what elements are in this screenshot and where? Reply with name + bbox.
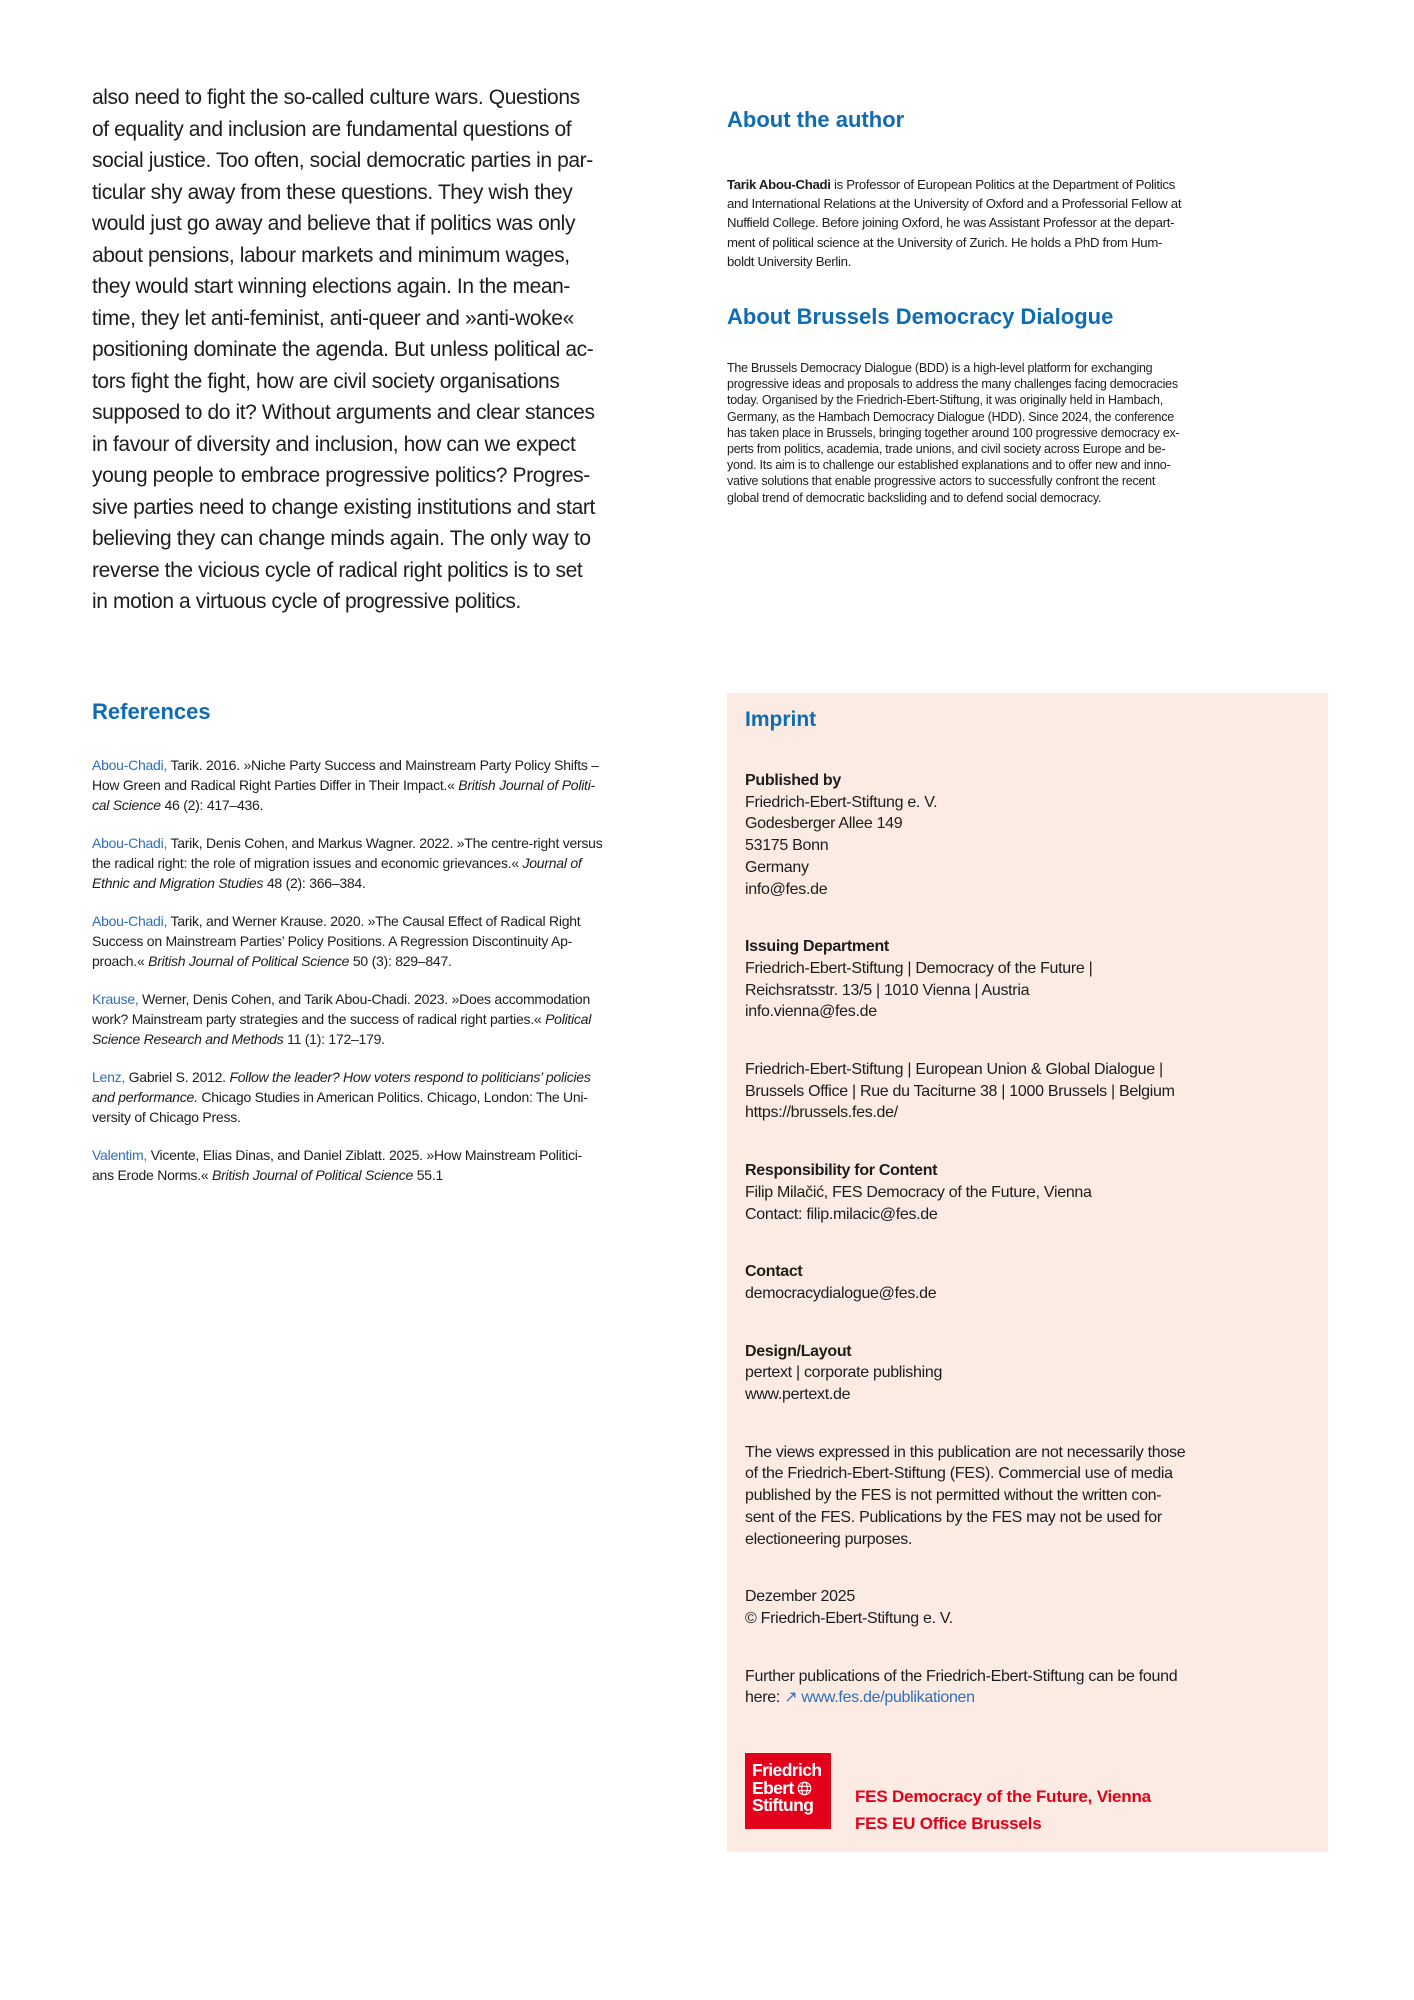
logo-text-line: Stiftung (752, 1795, 814, 1816)
text-seg: Political (545, 1011, 592, 1027)
text-line (92, 833, 654, 853)
about-bdd-paragraph (727, 360, 1247, 506)
text-seg: in favour of diversity and inclusion, how can we expect (92, 432, 576, 456)
text-seg: Contact: filip.milacic@fes.de (745, 1205, 938, 1223)
text-seg: reverse the vicious cycle of radical right politics is to set (92, 558, 583, 582)
text-seg: sive parties need to change existing institutions and start (92, 495, 595, 519)
text-line (745, 1687, 1298, 1709)
globe-icon (797, 1781, 812, 1796)
text-line (745, 958, 1298, 980)
imprint-block-label: Design/Layout (745, 1342, 852, 1360)
text-line (727, 213, 1247, 232)
text-seg: Friedrich-Ebert-Stiftung e. V. (745, 793, 938, 811)
text-seg: sent of the FES. Publications by the FES may not be used for (745, 1508, 1162, 1526)
text-line (745, 1283, 1298, 1305)
reference-entry (92, 1067, 654, 1127)
logo-text-line: Friedrich (752, 1760, 822, 1781)
text-seg: vative solutions that enable progressive actors to successfully confront the recent (727, 474, 1156, 489)
text-line (92, 555, 652, 587)
text-seg: Science Research and Methods (92, 1031, 284, 1047)
text-line (92, 366, 652, 398)
imprint-block (745, 1261, 1298, 1304)
text-seg: is Professor of European Politics at the Department of Politics (830, 177, 1175, 192)
text-seg: progressive ideas and proposals to address the many challenges facing democracies (727, 377, 1178, 392)
imprint-heading: Imprint (745, 708, 817, 731)
text-line (92, 460, 652, 492)
link[interactable]: Lenz, (92, 1069, 125, 1085)
text-seg: Friedrich-Ebert-Stiftung | European Union & Global Dialogue | (745, 1061, 1163, 1079)
text-seg: Follow the leader? How voters respond to politicians’ policies (229, 1069, 591, 1085)
text-line (745, 980, 1298, 1002)
reference-entry (92, 755, 654, 815)
text-line (745, 1485, 1298, 1507)
text-seg: the radical right: the role of migration issues and economic grievances.« (92, 855, 523, 871)
text-line (92, 931, 654, 951)
text-seg: British Journal of Political Science (212, 1167, 414, 1183)
about-author-section (727, 106, 1247, 271)
text-line (727, 490, 1247, 506)
text-line (745, 1059, 1298, 1081)
about-bdd-heading: About Brussels Democracy Dialogue (727, 304, 1114, 329)
fes-offices (831, 1753, 1151, 1837)
reference-entry (92, 833, 654, 893)
text-line (92, 1009, 654, 1029)
text-line (92, 911, 654, 931)
text-seg: 55.1 (413, 1167, 443, 1183)
text-seg: Brussels Office | Rue du Taciturne 38 | 1000 Brussels | Belgium (745, 1082, 1175, 1100)
text-seg: global trend of democratic backsliding and to defend social democracy. (727, 490, 1102, 505)
text-line (727, 194, 1247, 213)
text-seg: ment of political science at the University of Zurich. He holds a PhD from Hum- (727, 234, 1163, 250)
reference-entry (92, 911, 654, 971)
text-seg: Vicente, Elias Dinas, and Daniel Ziblatt. 2025. »How Mainstream Politici- (147, 1147, 582, 1163)
text-seg: Dezember 2025 (745, 1588, 855, 1606)
text-seg: Journal of (522, 855, 582, 871)
link[interactable]: Valentim, (92, 1147, 148, 1163)
link[interactable]: Abou-Chadi, (92, 835, 168, 851)
text-seg: Gabriel S. 2012. (125, 1069, 230, 1085)
text-seg: Chicago Studies in American Politics. Chicago, London: The Uni- (197, 1089, 588, 1105)
text-line (727, 425, 1247, 441)
text-seg: of equality and inclusion are fundamental questions of (92, 117, 572, 141)
text-seg: about pensions, labour markets and minimum wages, (92, 243, 570, 267)
text-seg: proach.« (92, 953, 149, 969)
text-seg: Nuffield College. Before joining Oxford, he was Assistant Professor at the depart- (727, 215, 1175, 231)
text-line (727, 392, 1247, 408)
text-seg: would just go away and believe that if politics was only (92, 212, 576, 235)
text-seg: tors fight the fight, how are civil society organisations (92, 369, 560, 393)
text-line (745, 1463, 1298, 1485)
text-line (92, 240, 652, 272)
text-line (745, 1001, 1298, 1023)
text-line (727, 409, 1247, 425)
text-seg: boldt University Berlin. (727, 253, 851, 269)
text-line (92, 82, 652, 114)
text-seg: info@fes.de (745, 880, 828, 898)
text-seg: Tarik, Denis Cohen, and Markus Wagner. 2022. »The centre-right versus (167, 835, 603, 851)
text-line (92, 775, 654, 795)
text-line (745, 1182, 1298, 1204)
text-seg: info.vienna@fes.de (745, 1003, 877, 1021)
imprint-block (745, 1442, 1298, 1551)
text-line (92, 951, 654, 971)
text-seg: and performance. (92, 1089, 198, 1105)
references-section (92, 698, 654, 1203)
text-line (92, 1145, 654, 1165)
text-line (92, 334, 652, 366)
text-line (745, 879, 1298, 901)
text-line (92, 271, 652, 303)
text-seg: yond. Its aim is to challenge our established explanations and to offer new and inno- (727, 458, 1171, 473)
text-line (727, 376, 1247, 392)
imprint-box (727, 693, 1328, 1852)
text-line (92, 795, 654, 815)
text-seg: versity of Chicago Press. (92, 1109, 241, 1125)
text-line (92, 208, 652, 240)
reference-entry (92, 1145, 654, 1185)
references-heading: References (92, 699, 211, 724)
text-line (92, 1107, 654, 1127)
imprint-block (745, 1586, 1298, 1629)
text-seg: 11 (1): 172–179. (283, 1031, 385, 1047)
text-line (92, 1165, 654, 1185)
imprint-block (745, 1341, 1298, 1406)
text-seg: time, they let anti-feminist, anti-queer and »anti-woke« (92, 306, 574, 330)
text-seg: pertext | corporate publishing (745, 1364, 943, 1382)
text-seg: https://brussels.fes.de/ (745, 1104, 898, 1122)
text-seg: Ethnic and Migration Studies (92, 875, 264, 891)
text-seg: 48 (2): 366–384. (263, 875, 366, 891)
text-line (92, 429, 652, 461)
imprint-block-label: Contact (745, 1263, 803, 1281)
text-line (745, 1586, 1298, 1608)
text-seg: believing they can change minds again. The only way to (92, 527, 591, 550)
text-seg: and International Relations at the University of Oxford and a Professorial Fellow at (727, 196, 1182, 212)
text-line (745, 813, 1298, 835)
text-seg: ticular shy away from these questions. They wish they (92, 180, 573, 204)
logo-text-line: Ebert (752, 1777, 794, 1798)
text-line (92, 853, 654, 873)
text-seg: Tarik. 2016. »Niche Party Success and Mainstream Party Policy Shifts – (167, 757, 599, 773)
text-seg: The Brussels Democracy Dialogue (BDD) is a high-level platform for exchanging (727, 361, 1153, 375)
text-line (727, 457, 1247, 473)
text-line (92, 114, 652, 146)
text-seg: Success on Mainstream Parties’ Policy Positions. A Regression Discontinuity Ap- (92, 933, 573, 949)
text-seg: Germany (745, 858, 809, 876)
text-seg: here: (745, 1689, 785, 1707)
text-line (727, 441, 1247, 457)
imprint-block (745, 936, 1298, 1023)
about-author-paragraph (727, 175, 1247, 271)
fes-logo (745, 1753, 831, 1829)
about-bdd-section (727, 303, 1247, 506)
fes-office-line: FES EU Office Brussels (855, 1814, 1042, 1834)
text-line (745, 1529, 1298, 1551)
text-line (92, 873, 654, 893)
link[interactable]: Abou-Chadi, (92, 913, 168, 929)
imprint-block-label: Published by (745, 772, 841, 789)
text-seg: has taken place in Brussels, bringing together around 100 progressive democracy ex- (727, 425, 1180, 440)
text-line (745, 1507, 1298, 1529)
text-seg: 53175 Bonn (745, 837, 829, 855)
text-seg: Tarik, and Werner Krause. 2020. »The Causal Effect of Radical Right (167, 913, 581, 929)
text-line (745, 1204, 1298, 1226)
text-line (745, 1442, 1298, 1464)
text-seg: work? Mainstream party strategies and the success of radical right parties.« (92, 1011, 546, 1027)
text-seg: 46 (2): 417–436. (160, 797, 264, 813)
text-seg: supposed to do it? Without arguments and clear stances (92, 401, 595, 424)
imprint-block (745, 770, 1298, 900)
text-line (92, 1087, 654, 1107)
text-seg: also need to fight the so-called culture wars. Questions (92, 86, 580, 109)
references-list (92, 755, 654, 1185)
text-line (745, 857, 1298, 879)
link[interactable]: Abou-Chadi, (92, 757, 168, 773)
text-line (92, 177, 652, 209)
text-line (745, 835, 1298, 857)
imprint-block (745, 1666, 1298, 1709)
text-seg: Godesberger Allee 149 (745, 815, 903, 833)
text-seg: ans Erode Norms.« (92, 1167, 212, 1183)
text-seg: democracydialogue@fes.de (745, 1284, 937, 1302)
text-seg: perts from politics, academia, trade unions, and civil society across Europe and be- (727, 442, 1166, 457)
text-line (745, 1362, 1298, 1384)
text-line (92, 586, 652, 618)
text-seg: Friedrich-Ebert-Stiftung | Democracy of the Future | (745, 959, 1093, 977)
text-line (745, 1102, 1298, 1124)
text-seg: Germany, as the Hambach Democracy Dialogue (HDD). Since 2024, the conference (727, 409, 1174, 424)
text-line (92, 145, 652, 177)
text-seg: today. Organised by the Friedrich-Ebert-Stiftung, it was originally held in Hambach, (727, 393, 1163, 408)
imprint-block-label: Issuing Department (745, 938, 889, 956)
text-seg: cal Science (92, 797, 161, 813)
text-line (727, 175, 1247, 194)
external-link-arrow-icon[interactable]: ↗ (784, 1689, 802, 1707)
text-line (92, 755, 654, 775)
text-seg: Werner, Denis Cohen, and Tarik Abou-Chadi. 2023. »Does accommodation (138, 991, 591, 1007)
text-line (745, 792, 1298, 814)
text-seg: www.pertext.de (745, 1386, 851, 1404)
text-seg: Tarik Abou-Chadi (727, 177, 831, 192)
text-seg: young people to embrace progressive politics? Progres- (92, 464, 590, 487)
text-line (745, 1384, 1298, 1406)
text-line (745, 1081, 1298, 1103)
text-line (92, 989, 654, 1009)
text-line (92, 492, 652, 524)
text-seg: they would start winning elections again. In the mean- (92, 275, 571, 298)
text-seg: published by the FES is not permitted without the written con- (745, 1487, 1162, 1505)
link[interactable]: www.fes.de/publikationen (801, 1689, 975, 1707)
text-seg: in motion a virtuous cycle of progressive politics. (92, 590, 521, 613)
text-line (745, 1608, 1298, 1630)
text-seg: How Green and Radical Right Parties Differ in Their Impact.« (92, 777, 459, 793)
reference-entry (92, 989, 654, 1049)
text-seg: Further publications of the Friedrich-Ebert-Stiftung can be found (745, 1667, 1178, 1685)
fes-office-line: FES Democracy of the Future, Vienna (855, 1787, 1151, 1807)
text-line (92, 523, 652, 555)
text-seg: 50 (3): 829–847. (349, 953, 452, 969)
text-seg: positioning dominate the agenda. But unless political ac- (92, 338, 594, 361)
text-line (727, 473, 1247, 489)
imprint-block (745, 1160, 1298, 1225)
imprint-block (745, 1059, 1298, 1124)
text-seg: electioneering purposes. (745, 1530, 913, 1548)
text-line (92, 303, 652, 335)
text-seg: Reichsratsstr. 13/5 | 1010 Vienna | Austria (745, 981, 1030, 999)
text-line (92, 1029, 654, 1049)
text-seg: social justice. Too often, social democratic parties in par- (92, 149, 593, 172)
text-seg: British Journal of Politi- (458, 777, 595, 793)
text-line (727, 252, 1247, 271)
link[interactable]: Krause, (92, 991, 139, 1007)
text-seg: British Journal of Political Science (148, 953, 350, 969)
imprint-blocks (745, 770, 1298, 1709)
about-author-heading: About the author (727, 107, 905, 132)
fes-logo-row (745, 1753, 1298, 1837)
text-seg: The views expressed in this publication are not necessarily those (745, 1443, 1186, 1461)
text-line (92, 397, 652, 429)
text-line (745, 1666, 1298, 1688)
text-line (92, 1067, 654, 1087)
text-seg: of the Friedrich-Ebert-Stiftung (FES). Commercial use of media (745, 1465, 1173, 1483)
text-seg: Filip Milačić, FES Democracy of the Future, Vienna (745, 1183, 1092, 1201)
imprint-block-label: Responsibility for Content (745, 1162, 938, 1180)
body-paragraph (92, 82, 652, 618)
text-line (727, 360, 1247, 376)
text-line (727, 233, 1247, 252)
text-seg: © Friedrich-Ebert-Stiftung e. V. (745, 1609, 953, 1627)
